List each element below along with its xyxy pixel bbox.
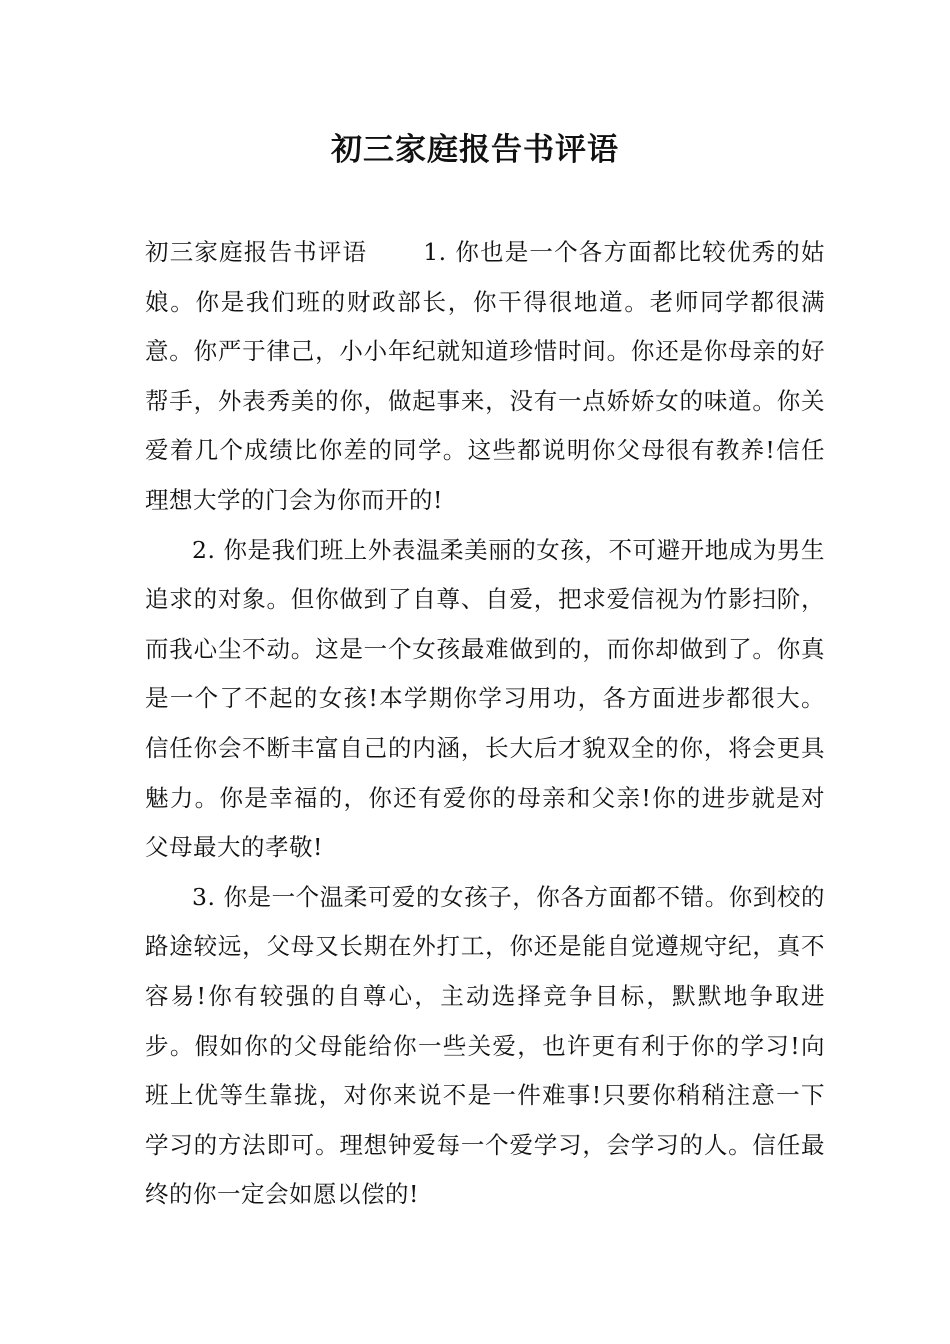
paragraph-2: 2. 你是我们班上外表温柔美丽的女孩，不可避开地成为男生追求的对象。但你做到了自尊、自爱，把求爱信视为竹影扫阶，而我心尘不动。这是一个女孩最难做到的，而你却做到了。你真是一个了不起的女孩!本学期你学习用功，各方面进步都很大。信任你会不断丰富自己的内涵，长大后才貌双全的你，将会更具魅力。你是幸福的，你还有爱你的母亲和父亲!你的进步就是对父母最大的孝敬! xyxy=(145,535,825,862)
document-body xyxy=(145,228,825,1220)
paragraph-3: 3. 你是一个温柔可爱的女孩子，你各方面都不错。你到校的路途较远，父母又长期在外打工，你还是能自觉遵规守纪，真不容易!你有较强的自尊心，主动选择竞争目标，默默地争取进步。假如你的父母能给你一些关爱，也许更有利于你的学习!向班上优等生靠拢，对你来说不是一件难事!只要你稍稍注意一下学习的方法即可。理想钟爱每一个爱学习，会学习的人。信任最终的你一定会如愿以偿的! xyxy=(145,882,825,1209)
document-title: 初三家庭报告书评语 xyxy=(331,132,619,168)
paragraph-1 xyxy=(145,228,825,526)
paragraph-1-text: 1. 你也是一个各方面都比较优秀的姑娘。你是我们班的财政部长，你干得很地道。老师同学都很满意。你严于律己，小小年纪就知道珍惜时间。你还是你母亲的好帮手，外表秀美的你，做起事来，没有一点娇娇女的味道。你关爱着几个成绩比你差的同学。这些都说明你父母很有教养!信任理想大学的门会为你而开的! xyxy=(145,238,825,514)
lead-label: 初三家庭报告书评语 xyxy=(145,238,368,266)
